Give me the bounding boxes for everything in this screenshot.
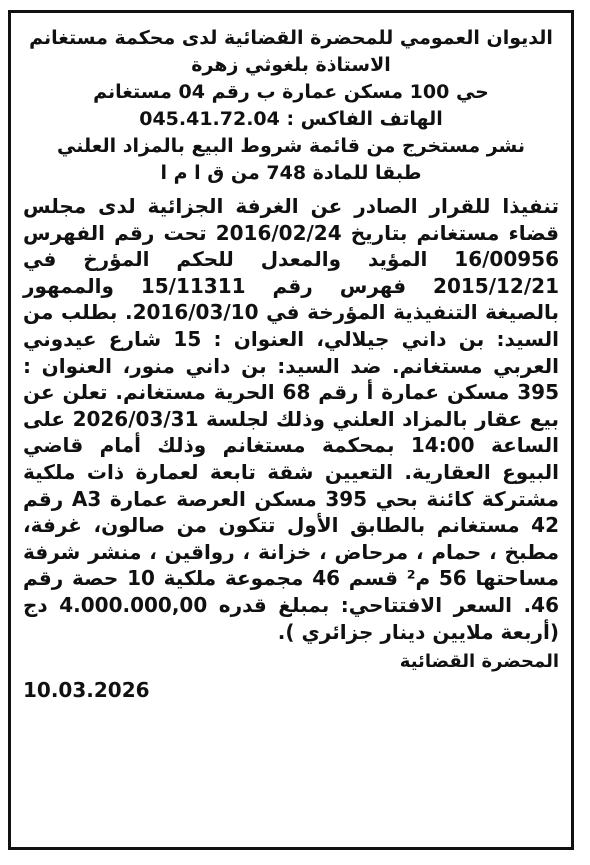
bailiff-name: الاستاذة بلغوثي زهرة xyxy=(191,54,391,76)
notice-subject: نشر مستخرج من قائمة شروط البيع بالمزاد العلني xyxy=(57,135,525,157)
notice-header xyxy=(23,25,559,187)
office-address: حي 100 مسكن عمارة ب رقم 04 مستغانم xyxy=(93,81,489,103)
notice-frame xyxy=(8,10,574,850)
office-phone: الهاتف الفاكس : 045.41.72.04 xyxy=(139,108,443,130)
legal-article: طبقا للمادة 748 من ق ا م ا xyxy=(160,162,422,184)
notice-body: تنفيذا للقرار الصادر عن الغرفة الجزائية لدى مجلس قضاء مستغانم بتاريخ 2016/02/24 تحت رقم الفهرس 16/00956 المؤيد والمعدل للحكم المؤرخ في 2015/12/21 فهرس رقم 15/11311 والممهور بالصيغة التنفيذية المؤرخة في 2016/03/10. بطلب من السيد: بن داني جيلالي، العنوان : 15 شارع عيدوني العربي مستغانم. ضد السيد: بن داني منور، العنوان : 395 مسكن عمارة أ رقم 68 الحرية مستغانم. تعلن عن بيع عقار بالمزاد العلني وذلك لجلسة 2026/03/31 على الساعة 14:00 بمحكمة مستغانم وذلك أمام قاضي البيوع العقارية. التعيين شقة تابعة لعمارة ذات ملكية مشتركة كائنة بحي 395 مسكن العرصة عمارة A3 رقم 42 مستغانم بالطابق الأول تتكون من صالون، غرفة، مطبخ ، حمام ، مرحاض ، خزانة ، رواقين ، منشر شرفة مساحتها 56 م² قسم 46 مجموعة ملكية 10 حصة رقم 46. السعر الافتتاحي: بمبلغ قدره 4.000.000,00 دج (أربعة ملايين دينار جزائري ). xyxy=(23,194,560,644)
office-title: الديوان العمومي للمحضرة القضائية لدى محكمة مستغانم xyxy=(29,27,553,49)
notice-date: 10.03.2026 xyxy=(23,678,150,703)
signature: المحضرة القضائية xyxy=(399,651,559,673)
notice-footer xyxy=(23,649,559,705)
